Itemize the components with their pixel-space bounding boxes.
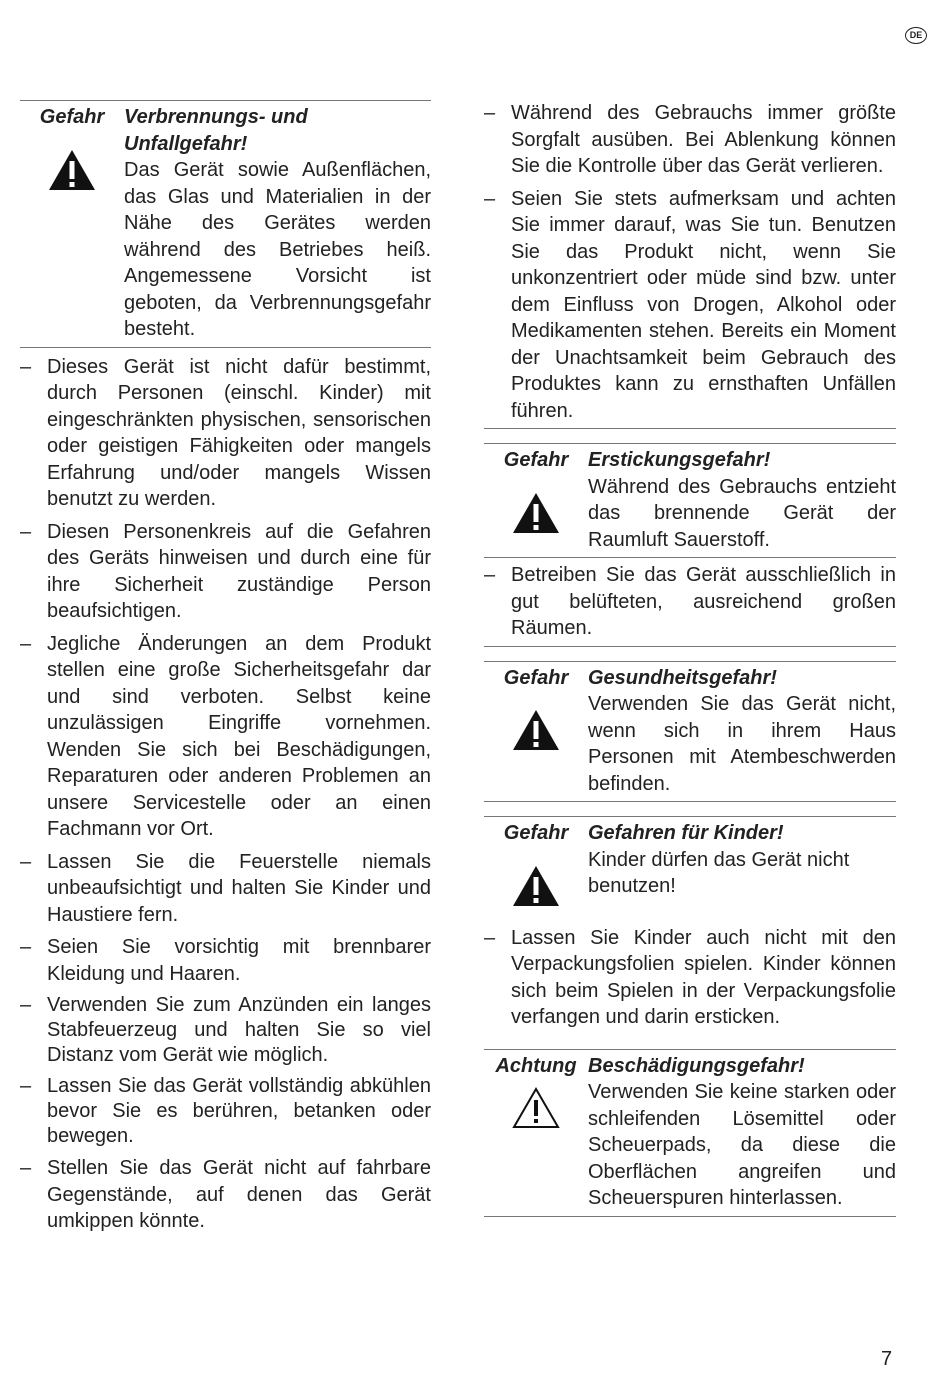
warning-box-damage [484,1049,896,1217]
caution-label: Achtung [495,1054,577,1077]
left-column [20,100,431,1235]
caution-heading: Beschädigungsgefahr! [588,1054,805,1077]
list-item: – Lassen Sie die Feuerstelle niemals unbeaufsichtigt und halten Sie Kinder und Haustiere fern. [20,850,431,926]
warning-triangle-icon [512,492,560,534]
list-item: – Betreiben Sie das Gerät ausschließlich in gut belüfteten, ausreichend großen Räumen. [484,564,896,639]
page-number: 7 [881,1348,893,1370]
language-badge: DE [905,27,927,44]
warning-heading: Verbrennungs- und Unfallgefahr! [124,106,308,155]
caution-text: Verwenden Sie keine starken oder schleifenden Lösemittel oder Scheuerpads, da diese die Oberflächen angreifen und Scheuerspuren hinterlassen. [588,1081,896,1209]
list-item: – Seien Sie vorsichtig mit brennbarer Kleidung und Haaren. [20,936,431,985]
warning-heading: Gesundheitsgefahr! [588,666,777,689]
warning-label: Gefahr [503,666,569,689]
right-column [484,100,896,1217]
warning-box-health [484,661,896,803]
warning-label: Gefahr [39,106,105,128]
list-item: – Dieses Gerät ist nicht dafür bestimmt, durch Personen (einschl. Kinder) mit eingeschränkten physischen, sensorischen oder geistigen Fähigkeiten oder mangels Erfahrung und/oder mangels Wissen benutzt zu werden. [20,355,431,510]
caution-triangle-icon [512,1087,560,1129]
warning-box-suffocation [484,443,896,558]
warning-box-burn [20,100,431,348]
list-item: – Lassen Sie Kinder auch nicht mit den Verpackungsfolien spielen. Kinder können sich beim Spielen in der Verpackungsfolie verfangen und darin ersticken. [484,926,896,1028]
warning-label: Gefahr [503,449,569,471]
warning-heading: Gefahren für Kinder! [588,822,784,844]
warning-triangle-icon [512,865,560,907]
list-item: – Während des Gebrauchs immer größte Sorgfalt ausüben. Bei Ablenkung können Sie die Kontrolle über das Gerät verlieren. [484,102,896,177]
list-item: – Lassen Sie das Gerät vollständig abkühlen bevor Sie es berühren, betanken oder bewegen. [20,1075,431,1147]
warning-box-children [484,816,896,925]
warning-text: Kinder dürfen das Gerät nicht benutzen! [588,848,850,897]
warning-triangle-icon [512,709,560,751]
warning-heading: Erstickungsgefahr! [588,449,771,471]
warning-triangle-icon [48,149,96,191]
list-item: – Stellen Sie das Gerät nicht auf fahrbare Gegenstände, auf denen das Gerät umkippen könnte. [20,1157,431,1232]
warning-text: Während des Gebrauchs entzieht das brennende Gerät der Raumluft Sauerstoff. [588,475,896,551]
warning-text: Verwenden Sie das Gerät nicht, wenn sich in ihrem Haus Personen mit Atembeschwerden befinden. [588,693,896,795]
warning-text: Das Gerät sowie Außenflächen, das Glas und Materialien in der Nähe des Gerätes werden während des Betriebes heiß. Angemessene Vorsicht ist geboten, da Verbrennungsgefahr besteht. [124,159,431,340]
warning-label: Gefahr [503,822,569,844]
list-item: – Verwenden Sie zum Anzünden ein langes Stabfeuerzeug und halten Sie so viel Distanz vom Gerät wie möglich. [20,994,431,1066]
list-item: – Jegliche Änderungen an dem Produkt stellen eine große Sicherheitsgefahr dar und sind verboten. Selbst keine unzulässigen Eingriffe vornehmen. Wenden Sie sich bei Beschädigungen, Reparaturen oder anderen Problemen an unsere Servicestelle oder an einen Fachmann vor Ort. [20,632,431,840]
list-item: – Seien Sie stets aufmerksam und achten Sie immer darauf, was Sie tun. Benutzen Sie das Produkt nicht, wenn Sie unkonzentriert oder müde sind bzw. unter dem Einfluss von Drogen, Alkohol oder Medikamenten stehen. Bereits ein Moment der Unachtsamkeit beim Gebrauch des Produktes kann zu ernsthaften Unfällen führen. [484,187,896,422]
list-item: – Diesen Personenkreis auf die Gefahren des Geräts hinweisen und durch eine für ihre Sicherheit zuständige Person beaufsichtigen. [20,520,431,622]
